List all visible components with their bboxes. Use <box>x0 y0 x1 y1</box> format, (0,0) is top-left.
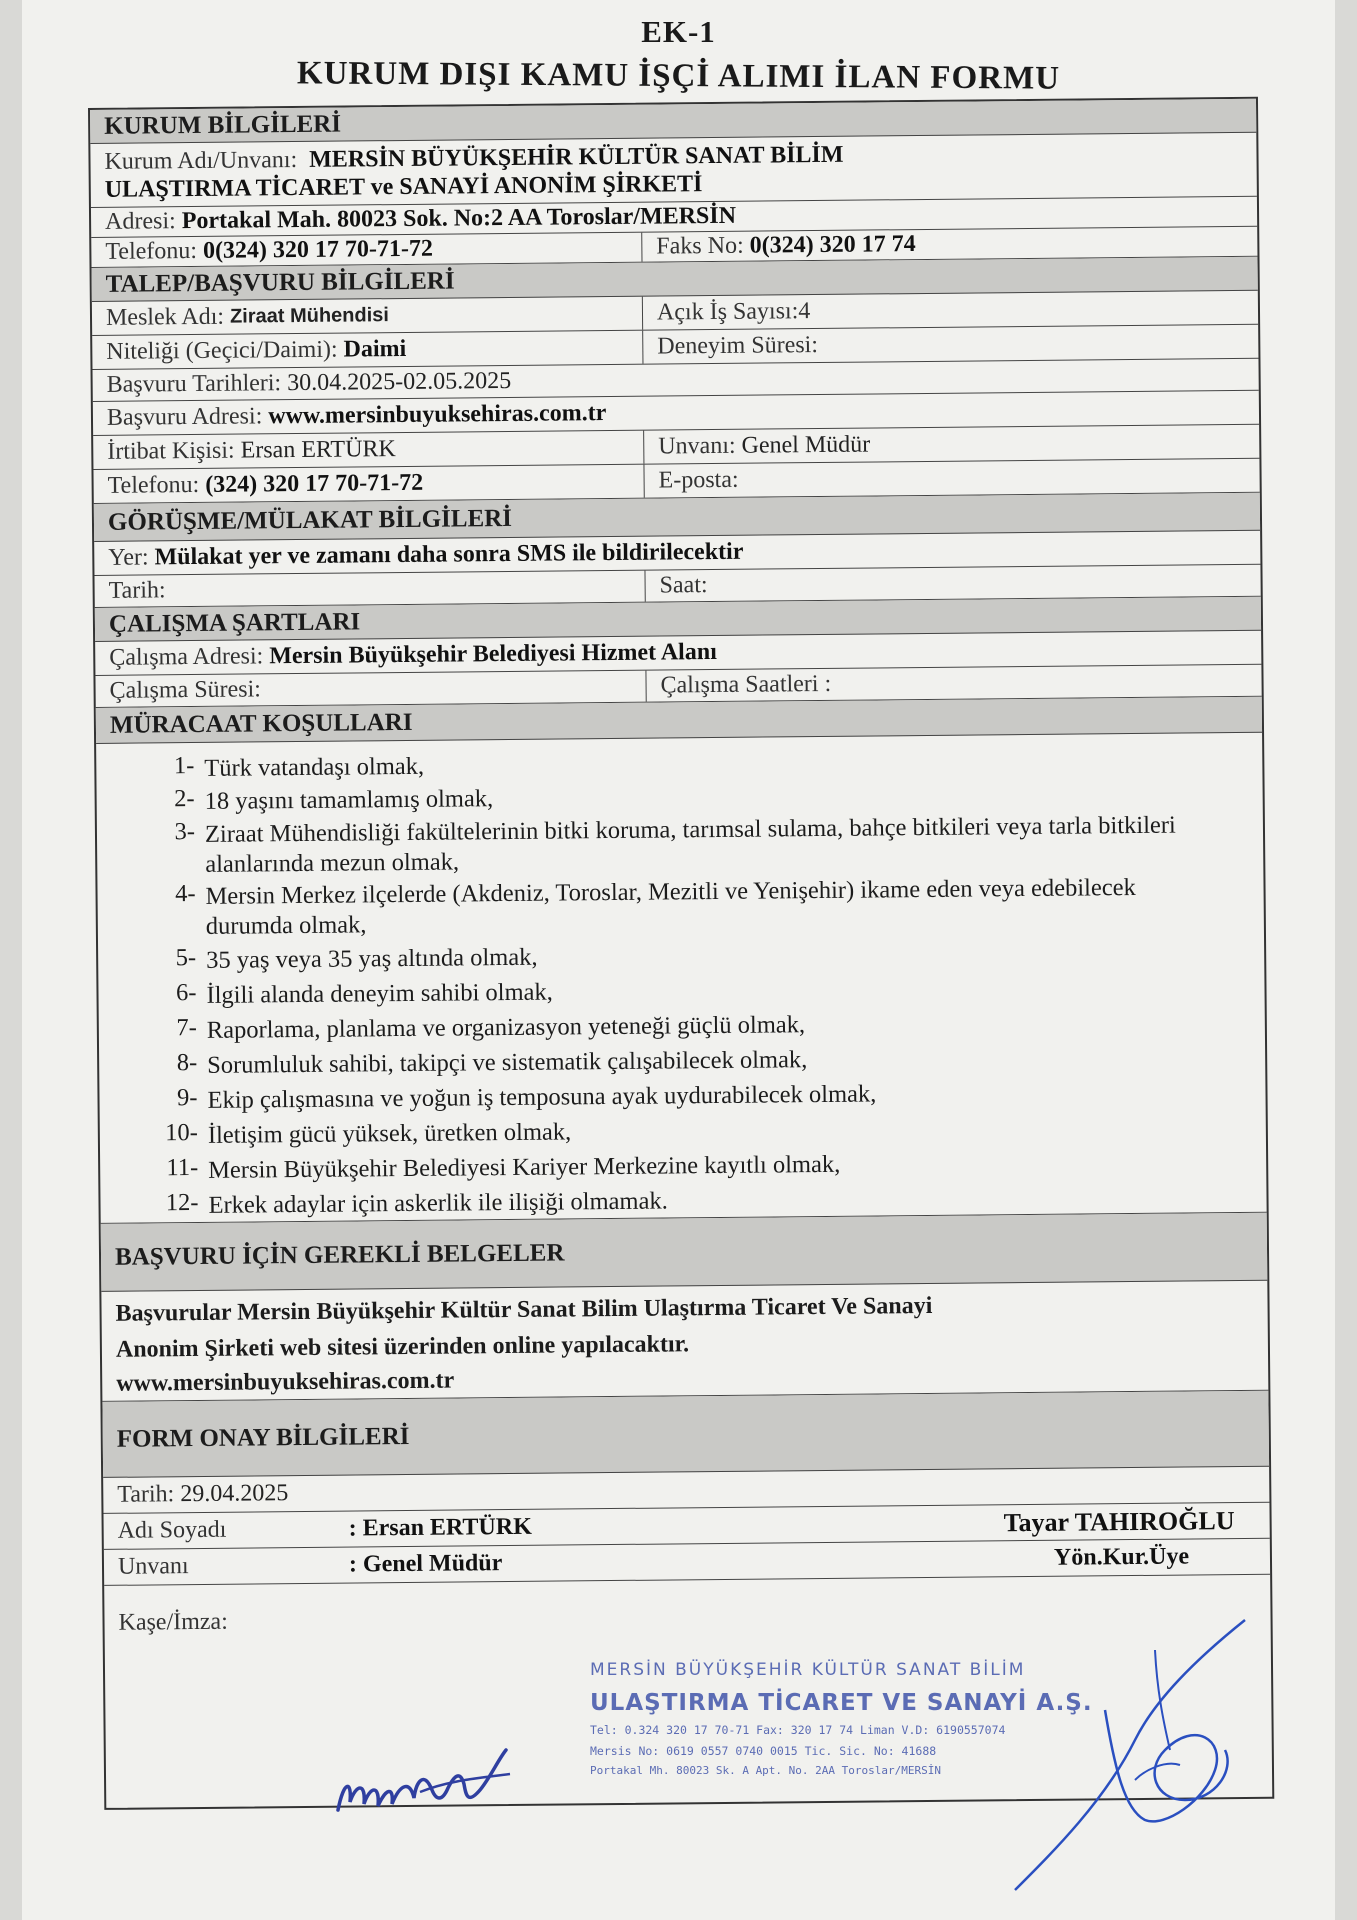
requirement-item: 7- Raporlama, planlama ve organizasyon yeteneği güçlü olmak, <box>176 1011 806 1044</box>
work-address: Mersin Büyükşehir Belediyesi Hizmet Alanı <box>269 638 717 670</box>
field-label: Telefonu: <box>107 471 200 499</box>
section-belgeler-header <box>101 1213 1268 1292</box>
section-title: GÖRÜŞME/MÜLAKAT BİLGİLERİ <box>107 504 513 536</box>
requirement-item: 12- Erkek adaylar için askerlik ile ilişiği olmamak. <box>165 1187 668 1219</box>
stamp-line3: Tel: 0.324 320 17 70-71 Fax: 320 17 74 Liman V.D: 6190557074 <box>590 1723 1006 1737</box>
institution-address: Portakal Mah. 80023 Sok. No:2 AA Toroslar/MERSİN <box>181 202 737 235</box>
section-title: TALEP/BAŞVURU BİLGİLERİ <box>105 266 455 298</box>
field-label: Tarih: <box>117 1481 175 1508</box>
field-label: Yer: <box>108 544 149 571</box>
requirement-item: 8- Sorumluluk sahibi, takipçi ve sistematik çalışabilecek olmak, <box>176 1046 808 1079</box>
institution-name-line2: ULAŞTIRMA TİCARET ve SANAYİ ANONİM ŞİRKETİ <box>104 171 703 203</box>
contact-phone: (324) 320 17 70-71-72 <box>205 469 424 498</box>
requirement-item: 4- Mersin Merkez ilçelerde (Akdeniz, Toroslar, Mezitli ve Yenişehir) ikame eden veya edebilecek durumda olmak, <box>174 873 1136 940</box>
field-label: Başvuru Adresi: <box>106 403 263 431</box>
field-label: E-posta: <box>658 466 739 494</box>
field-label: Telefonu: <box>105 237 198 265</box>
field-label: Kurum Adı/Unvanı: <box>104 146 298 175</box>
profession-value: Ziraat Mühendisi <box>229 304 390 328</box>
approver-title: : Genel Müdür <box>348 1550 503 1578</box>
apply-address-link[interactable]: www.mersinbuyuksehiras.com.tr <box>268 400 607 430</box>
board-member-name: Tayar TAHIROĞLU <box>1003 1505 1235 1537</box>
section-title: KURUM BİLGİLERİ <box>104 110 342 140</box>
field-label: İrtibat Kişisi: <box>107 437 235 465</box>
section-title: MÜRACAAT KOŞULLARI <box>109 708 413 739</box>
stamp-line4: Mersis No: 0619 0557 0740 0015 Tic. Sic. No: 41688 <box>590 1744 937 1758</box>
stamp-line5: Portakal Mh. 80023 Sk. A Apt. No. 2AA Toroslar/MERSİN <box>590 1764 941 1777</box>
field-label: Çalışma Adresi: <box>109 643 264 671</box>
openings-value: 4 <box>798 298 811 325</box>
contact-title: Genel Müdür <box>741 431 871 459</box>
announcement-form <box>88 97 1274 1810</box>
approver-name: : Ersan ERTÜRK <box>348 1513 532 1542</box>
application-dates: 30.04.2025-02.05.2025 <box>287 367 512 397</box>
interview-place: Mülakat yer ve zamanı daha sonra SMS ile bildirilecektir <box>154 538 744 571</box>
field-label: Saat: <box>659 572 708 599</box>
requirement-item: 1- Türk vatandaşı olmak, <box>173 752 425 782</box>
field-label: Açık İş Sayısı: <box>656 298 799 326</box>
institution-name-row <box>90 133 1257 208</box>
field-label: Çalışma Saatleri : <box>660 670 832 699</box>
stamp-signature-row <box>104 1575 1271 1660</box>
nature-value: Daimi <box>343 335 407 363</box>
field-label: Kaşe/İmza: <box>118 1608 228 1636</box>
institution-name-line1: MERSİN BÜYÜKŞEHİR KÜLTÜR SANAT BİLİM <box>309 141 844 173</box>
company-stamp <box>590 1660 1093 1780</box>
documents-row <box>101 1281 1268 1402</box>
section-onay-header <box>102 1391 1269 1478</box>
requirement-item: 9- Ekip çalışmasına ve yoğun iş temposuna ayak uydurabilecek olmak, <box>176 1080 877 1114</box>
section-title: ÇALIŞMA ŞARTLARI <box>108 607 361 638</box>
section-title: BAŞVURU İÇİN GEREKLİ BELGELER <box>114 1238 565 1271</box>
stamp-line2: ULAŞTIRMA TİCARET VE SANAYİ A.Ş. <box>590 1690 1093 1716</box>
requirement-item: 6- İlgili alanda deneyim sahibi olmak, <box>175 978 553 1009</box>
annex-label: EK-1 <box>641 14 716 49</box>
field-label: Başvuru Tarihleri: <box>106 370 282 398</box>
requirement-item: 11- Mersin Büyükşehir Belediyesi Kariyer Merkezine kayıtlı olmak, <box>166 1150 841 1184</box>
requirement-item: 10- İletişim gücü yüksek, üretken olmak, <box>165 1118 572 1149</box>
field-label: Unvanı: <box>658 432 736 460</box>
contact-person: Ersan ERTÜRK <box>240 436 396 464</box>
form-title: KURUM DIŞI KAMU İŞÇİ ALIMI İLAN FORMU <box>296 55 1061 97</box>
field-label: Çalışma Süresi: <box>109 676 262 704</box>
requirement-item: 5- 35 yaş veya 35 yaş altında olmak, <box>175 943 538 974</box>
documents-link[interactable]: www.mersinbuyuksehiras.com.tr <box>116 1367 455 1397</box>
board-member-title: Yön.Kur.Üye <box>1053 1543 1190 1571</box>
field-label: Tarih: <box>108 577 166 604</box>
documents-line2: Anonim Şirketi web sitesi üzerinden online yapılacaktır. <box>115 1331 690 1363</box>
institution-fax: 0(324) 320 17 74 <box>749 231 916 259</box>
field-label: Faks No: <box>656 232 744 260</box>
stamp-line1: MERSİN BÜYÜKŞEHİR KÜLTÜR SANAT BİLİM <box>590 1660 1026 1680</box>
field-label: Deneyim Süresi: <box>657 332 819 360</box>
requirement-item: 2- 18 yaşını tamamlamış olmak, <box>174 785 494 815</box>
institution-phone: 0(324) 320 17 70-71-72 <box>202 235 434 264</box>
field-label: Meslek Adı: <box>105 303 225 331</box>
requirement-item: 3- Ziraat Mühendisliği fakültelerinin bitki koruma, tarımsal sulama, bahçe bitkileri veya tarla bitkileri alanlarında mezun olmak, <box>174 811 1176 878</box>
documents-line1: Başvurular Mersin Büyükşehir Kültür Sanat Bilim Ulaştırma Ticaret Ve Sanayi <box>115 1292 933 1327</box>
field-label: Niteliği (Geçici/Daimi): <box>106 336 338 365</box>
field-label: Unvanı <box>117 1553 189 1580</box>
field-label: Adı Soyadı <box>117 1516 227 1544</box>
section-title: FORM ONAY BİLGİLERİ <box>116 1422 410 1453</box>
field-label: Adresi: <box>104 208 176 235</box>
requirements-area <box>96 733 1267 1224</box>
approval-date: 29.04.2025 <box>180 1480 289 1508</box>
